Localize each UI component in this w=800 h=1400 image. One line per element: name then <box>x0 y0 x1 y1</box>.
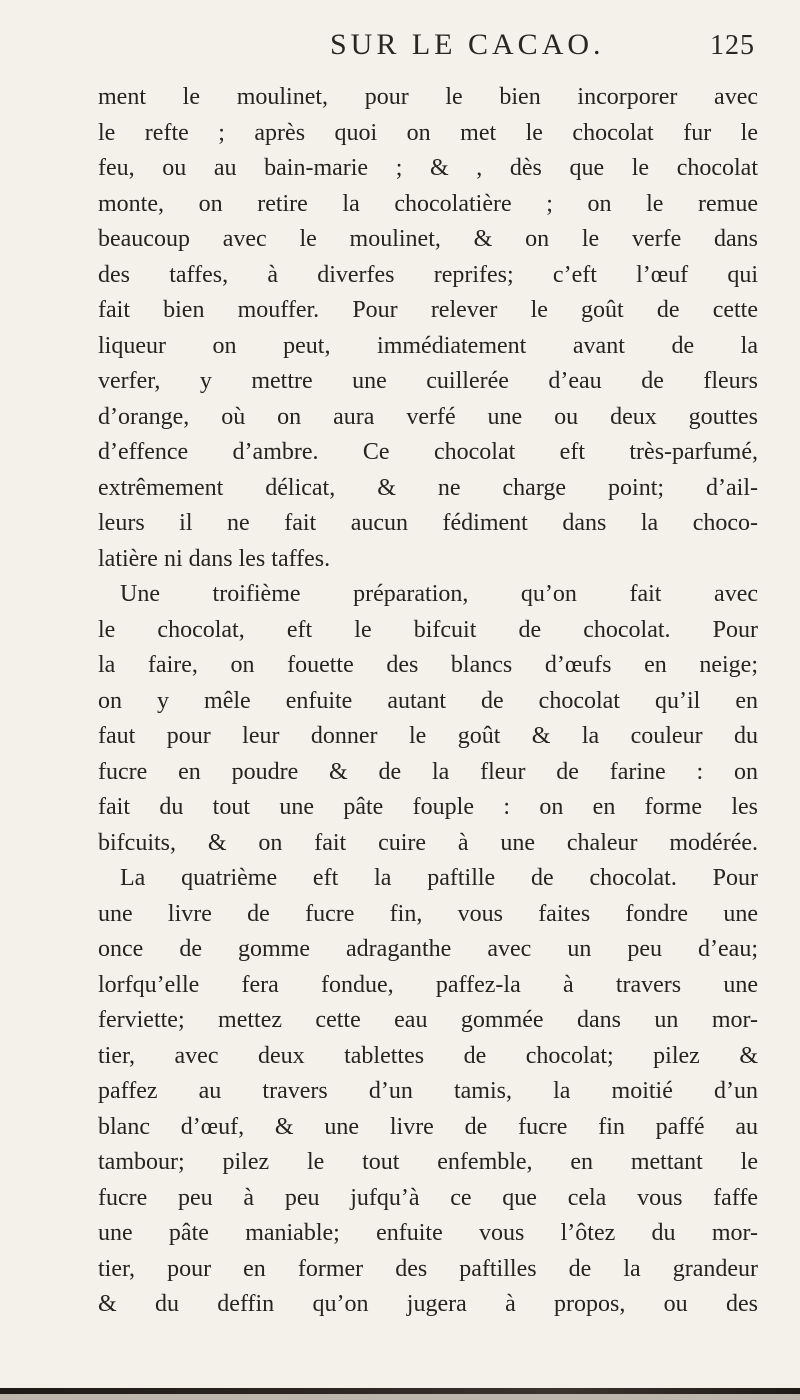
text-line: on y mêle enfuite autant de chocolat qu’il en <box>98 687 758 714</box>
page-number: 125 <box>710 30 755 61</box>
text-line: d’orange, où on aura verfé une ou deux gouttes <box>98 403 758 430</box>
text-line: tier, avec deux tablettes de chocolat; pilez & <box>98 1042 758 1069</box>
text-line: feu, ou au bain-marie ; & , dès que le chocolat <box>98 155 758 181</box>
text-line: faut pour leur donner le goût & la couleur du <box>98 723 758 749</box>
body-text <box>98 80 758 1323</box>
text-line: latière ni dans les taffes. <box>98 545 331 572</box>
text-line: verfer, y mettre une cuillerée d’eau de fleurs <box>98 368 758 394</box>
text-line: extrêmement délicat, & ne charge point; d’ail- <box>98 474 758 501</box>
text-line: tambour; pilez le tout enfemble, en mettant le <box>98 1149 758 1175</box>
text-line: monte, on retire la chocolatière ; on le remue <box>98 190 758 217</box>
text-line: leurs il ne fait aucun fédiment dans la choco- <box>98 510 758 536</box>
text-line: une pâte maniable; enfuite vous l’ôtez du mor- <box>98 1220 758 1246</box>
text-line: beaucoup avec le moulinet, & on le verfe dans <box>98 226 758 252</box>
text-line: bifcuits, & on fait cuire à une chaleur modérée. <box>98 829 758 856</box>
text-line: once de gomme adraganthe avec un peu d’eau; <box>98 936 758 962</box>
text-line: lorfqu’elle fera fondue, paffez-la à travers une <box>98 971 758 998</box>
text-line: Une troifième préparation, qu’on fait avec <box>120 581 758 607</box>
text-line: tier, pour en former des paftilles de la grandeur <box>98 1255 758 1282</box>
text-line: ment le moulinet, pour le bien incorporer avec <box>98 84 758 110</box>
running-head <box>330 20 755 70</box>
running-head-title: SUR LE CACAO. <box>330 28 605 61</box>
text-line: La quatrième eft la paftille de chocolat. Pour <box>120 865 758 891</box>
text-line: fucre peu à peu jufqu’à ce que cela vous faffe <box>98 1184 758 1211</box>
text-line: blanc d’œuf, & une livre de fucre fin paffé au <box>98 1113 758 1140</box>
text-line: le chocolat, eft le bifcuit de chocolat. Pour <box>98 616 758 643</box>
text-line: d’effence d’ambre. Ce chocolat eft très-parfumé, <box>98 439 758 465</box>
text-line: paffez au travers d’un tamis, la moitié d’un <box>98 1078 758 1104</box>
text-line: des taffes, à diverfes reprifes; c’eft l’œuf qui <box>98 261 758 288</box>
page-bottom-edge <box>0 1394 800 1400</box>
text-line: la faire, on fouette des blancs d’œufs en neige; <box>98 652 758 678</box>
text-line: liqueur on peut, immédiatement avant de la <box>98 332 758 359</box>
text-line: fait bien mouffer. Pour relever le goût de cette <box>98 297 758 323</box>
text-line: ferviette; mettez cette eau gommée dans un mor- <box>98 1007 758 1033</box>
text-line: fucre en poudre & de la fleur de farine : on <box>98 758 758 785</box>
text-line: le refte ; après quoi on met le chocolat fur le <box>98 119 758 146</box>
text-line: fait du tout une pâte fouple : on en forme les <box>98 794 758 820</box>
text-line: & du deffin qu’on jugera à propos, ou des <box>98 1291 758 1317</box>
text-line: une livre de fucre fin, vous faites fondre une <box>98 900 758 927</box>
